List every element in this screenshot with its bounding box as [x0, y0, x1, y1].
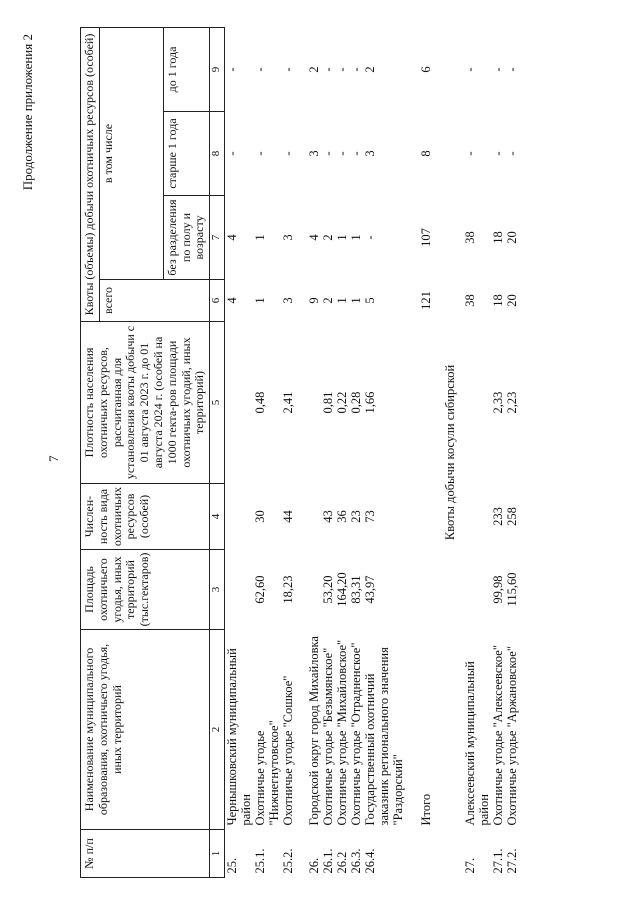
- cell-density: 2,41: [281, 391, 296, 414]
- cell-density: 2,33: [491, 391, 506, 414]
- cell-older: 8: [419, 150, 434, 157]
- quota-table: [80, 27, 519, 878]
- cell-nodiv: 3: [281, 234, 296, 241]
- colnum: 3: [210, 550, 225, 630]
- cell-count: 36: [335, 510, 350, 523]
- cell-area: 53,20: [321, 575, 336, 604]
- cell-no: 26.4.: [363, 848, 378, 874]
- table-row: [363, 27, 405, 877]
- colnum: 2: [210, 630, 225, 830]
- cell-density: 0,81: [321, 391, 336, 414]
- section-title: Квоты добычи косули сибирской: [443, 364, 458, 541]
- table-row: [335, 27, 349, 877]
- cell-older: -: [253, 151, 268, 156]
- cell-older: -: [225, 151, 240, 156]
- header-quotas: Квоты (объемы) добычи охотничьих ресурсов (особей): [81, 27, 100, 321]
- cell-name: Итого: [419, 793, 434, 826]
- cell-total: 1: [335, 297, 350, 304]
- header-area: Площадь охотничьего угодья, иных территорий (тыс.гектаров): [81, 550, 210, 630]
- cell-no: 25.2.: [281, 848, 296, 874]
- colnum: 4: [210, 484, 225, 550]
- cell-under: -: [463, 67, 478, 72]
- cell-density: 0,48: [253, 391, 268, 414]
- cell-no: [417, 830, 433, 878]
- cell-nodiv: 38: [463, 231, 478, 244]
- cell-count: 23: [349, 510, 364, 523]
- cell-nodiv: 20: [505, 231, 520, 244]
- cell-density: [307, 322, 321, 484]
- cell-area: 99,98: [491, 575, 506, 604]
- table-row: [349, 27, 363, 877]
- table-row: [505, 27, 519, 877]
- cell-area: 83,31: [349, 575, 364, 604]
- cell-density: [225, 322, 254, 484]
- continuation-label: Продолжение приложения 2: [20, 34, 35, 191]
- cell-density: 2,23: [505, 391, 520, 414]
- cell-area: [225, 550, 254, 630]
- cell-under: 2: [363, 66, 378, 73]
- cell-count: 30: [253, 510, 268, 523]
- cell-nodiv: 2: [321, 234, 336, 241]
- cell-under: -: [225, 67, 240, 72]
- cell-no: 27.1.: [491, 848, 506, 874]
- cell-nodiv: 1: [335, 234, 350, 241]
- table-row: [321, 27, 335, 877]
- cell-no: 26.3.: [349, 848, 364, 874]
- cell-total: 20: [505, 294, 520, 307]
- header-name: Наименование муниципального образования, охотничьего угодья, иных территорий: [81, 630, 210, 830]
- cell-total: 2: [321, 297, 336, 304]
- cell-name: Охотничье угодье "Алексеевское": [491, 645, 506, 826]
- cell-density: [417, 322, 433, 484]
- cell-total: 1: [253, 297, 268, 304]
- cell-name: Охотничье угодье "Михайловское": [335, 639, 350, 826]
- cell-total: 4: [225, 297, 240, 304]
- section-row: [433, 27, 463, 877]
- cell-name: Государственный охотничий заказник регионального значения "Раздорский": [363, 647, 406, 826]
- cell-name: Охотничье угодье "Безымянское": [321, 647, 336, 826]
- header-older: старше 1 года: [163, 112, 209, 196]
- total-row: [417, 27, 433, 877]
- cell-under: 6: [419, 66, 434, 73]
- cell-older: -: [335, 151, 350, 156]
- cell-area: [463, 550, 491, 630]
- table-row: [281, 27, 295, 877]
- cell-older: -: [463, 151, 478, 156]
- cell-no: 25.1.: [253, 848, 268, 874]
- colnum: 6: [210, 280, 225, 322]
- cell-density: [463, 322, 491, 484]
- cell-area: 164,20: [335, 572, 350, 607]
- header-incl: в том числе: [99, 27, 163, 279]
- colnum: 5: [210, 322, 225, 484]
- table-row: [491, 27, 505, 877]
- cell-no: 26.1.: [321, 848, 336, 874]
- table-row: [463, 27, 491, 877]
- cell-under: -: [281, 67, 296, 72]
- cell-count: 258: [505, 507, 520, 526]
- colnum: 9: [210, 27, 225, 111]
- cell-count: [307, 484, 321, 550]
- cell-area: 43,97: [363, 575, 378, 604]
- colnum: 1: [210, 830, 225, 878]
- cell-older: 3: [363, 150, 378, 157]
- cell-density: 1,66: [363, 391, 378, 414]
- cell-total: 1: [349, 297, 364, 304]
- cell-under: -: [349, 67, 364, 72]
- header-under: до 1 года: [163, 27, 209, 111]
- spacer-row: [295, 27, 307, 877]
- table-header: [81, 27, 225, 877]
- cell-under: -: [253, 67, 268, 72]
- header-nodiv: без разделения по полу и возрасту: [163, 196, 209, 280]
- cell-density: 0,28: [349, 391, 364, 414]
- cell-older: -: [281, 151, 296, 156]
- cell-total: 121: [419, 291, 434, 310]
- cell-older: -: [321, 151, 336, 156]
- table-row: [225, 27, 254, 877]
- colnum: 8: [210, 112, 225, 196]
- cell-area: 62,60: [253, 575, 268, 604]
- cell-no: 26.: [307, 857, 322, 874]
- cell-name: Охотничье угодье "Отрадненское": [349, 642, 364, 826]
- cell-nodiv: 1: [253, 234, 268, 241]
- cell-nodiv: 4: [225, 234, 240, 241]
- header-no: № п/п: [81, 830, 210, 878]
- cell-total: 38: [463, 294, 478, 307]
- cell-nodiv: 107: [419, 228, 434, 247]
- cell-name: Алексеевский муниципальный район: [463, 661, 492, 826]
- table-body: [225, 27, 520, 877]
- cell-no: 26.2: [335, 851, 350, 874]
- table-row: [307, 27, 321, 877]
- column-number-row: [210, 27, 225, 877]
- header-total: всего: [99, 280, 209, 322]
- cell-no: 27.: [463, 857, 478, 874]
- cell-total: 3: [281, 297, 296, 304]
- table-row: [253, 27, 281, 877]
- cell-under: 2: [307, 66, 322, 73]
- cell-no: 27.2.: [505, 848, 520, 874]
- spacer-cell: [295, 27, 307, 877]
- cell-under: -: [491, 67, 506, 72]
- cell-count: 43: [321, 510, 336, 523]
- cell-total: 18: [491, 294, 506, 307]
- cell-count: 73: [363, 510, 378, 523]
- colnum: 7: [210, 196, 225, 280]
- cell-name: Охотничье угодье "Нижнегнутовское": [253, 720, 282, 826]
- spacer-cell: [405, 27, 417, 877]
- header-density: Плотность населения охотничьих ресурсов, рассчитанная для установления квоты добычи с 01 августа 2023 г. до 01 августа 2024 г. (особей на 1000 гекта-ров площади охотничьих угодий, иных территорий): [81, 322, 210, 484]
- cell-count: [417, 484, 433, 550]
- cell-older: -: [505, 151, 520, 156]
- cell-count: [463, 484, 491, 550]
- cell-nodiv: 18: [491, 231, 506, 244]
- cell-area: 115,60: [505, 572, 520, 607]
- cell-nodiv: -: [363, 235, 378, 240]
- header-count: Числен-ность вида охотничьих ресурсов (особей): [81, 484, 210, 550]
- cell-area: [417, 550, 433, 630]
- cell-under: -: [321, 67, 336, 72]
- cell-no: 25.: [225, 857, 240, 874]
- cell-under: -: [505, 67, 520, 72]
- cell-count: 44: [281, 510, 296, 523]
- page-number: 7: [46, 455, 61, 462]
- cell-count: [225, 484, 254, 550]
- cell-name: Чернышковский муниципальный район: [225, 648, 254, 826]
- cell-nodiv: 4: [307, 234, 322, 241]
- cell-area: [307, 550, 321, 630]
- cell-name: Охотничье угодье "Сошкое": [281, 675, 296, 826]
- cell-area: 18,23: [281, 575, 296, 604]
- cell-total: 9: [307, 297, 322, 304]
- spacer-row: [405, 27, 417, 877]
- cell-total: 5: [363, 297, 378, 304]
- cell-name: Охотничье угодье "Аржановское": [505, 646, 520, 826]
- cell-under: -: [335, 67, 350, 72]
- cell-density: 0,22: [335, 391, 350, 414]
- cell-name: Городской округ город Михайловка: [307, 636, 322, 826]
- cell-count: 233: [491, 507, 506, 526]
- cell-older: -: [491, 151, 506, 156]
- cell-nodiv: 1: [349, 234, 364, 241]
- cell-older: -: [349, 151, 364, 156]
- cell-older: 3: [307, 150, 322, 157]
